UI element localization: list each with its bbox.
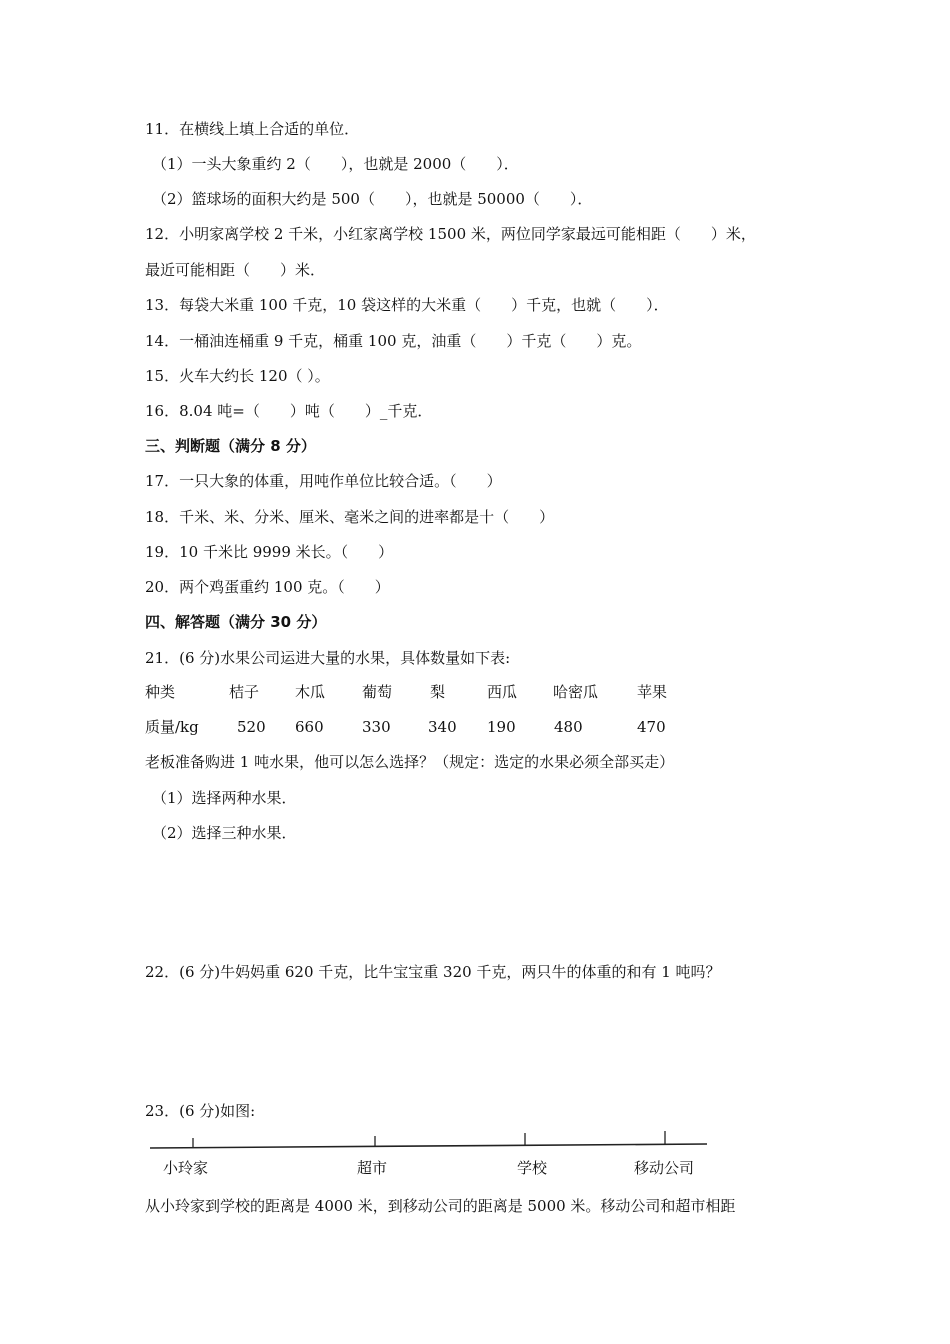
q11-title: 11．在横线上填上合适的单位． xyxy=(145,120,360,138)
q11-part1: （1）一头大象重约 2（ ），也就是 2000（ ）． xyxy=(152,155,519,173)
q12-line1: 12．小明家离学校 2 千米，小红家离学校 1500 米，两位同学家最远可能相距（ ）米， xyxy=(145,225,756,243)
fruit-table-header-cell: 梨 xyxy=(430,683,446,701)
fruit-table-value-cell: 470 xyxy=(637,718,666,736)
place-label-home: 小玲家 xyxy=(163,1159,209,1177)
q21-part1: （1）选择两种水果． xyxy=(152,789,297,807)
q23-title: 23．(6 分)如图: xyxy=(145,1102,256,1120)
fruit-table-header-cell: 苹果 xyxy=(637,683,668,701)
q20: 20．两个鸡蛋重约 100 克。（ ） xyxy=(145,578,390,596)
fruit-table-header-cell: 西瓜 xyxy=(487,683,518,701)
fruit-table-header-cell: 葡萄 xyxy=(362,683,393,701)
fruit-table-header-cell: 哈密瓜 xyxy=(553,683,599,701)
fruit-table-header-cell: 种类 xyxy=(145,683,176,701)
fruit-table-value-cell: 660 xyxy=(295,718,324,736)
fruit-table-value-cell: 340 xyxy=(428,718,457,736)
q21-title: 21．(6 分)水果公司运进大量的水果，具体数量如下表: xyxy=(145,649,511,667)
q19: 19．10 千米比 9999 米长。（ ） xyxy=(145,543,394,561)
route-line xyxy=(150,1144,707,1148)
q21-part2: （2）选择三种水果． xyxy=(152,824,297,842)
q17: 17．一只大象的体重，用吨作单位比较合适。（ ） xyxy=(145,472,502,490)
fruit-table-header-cell: 桔子 xyxy=(229,683,260,701)
q21-question: 老板准备购进 1 吨水果，他可以怎么选择？（规定：选定的水果必须全部买走） xyxy=(145,753,675,771)
fruit-table-value-cell: 520 xyxy=(237,718,266,736)
q18: 18．千米、米、分米、厘米、毫米之间的进率都是十（ ） xyxy=(145,508,555,526)
q16: 16．8.04 吨=（ ）吨（ ）_千克． xyxy=(145,402,433,420)
q12-line2: 最近可能相距（ ）米． xyxy=(145,261,326,279)
section-4-heading: 四、解答题（满分 30 分） xyxy=(145,613,327,631)
q11-part2: （2）篮球场的面积大约是 500（ ），也就是 50000（ ）． xyxy=(152,190,593,208)
fruit-table-value-cell: 190 xyxy=(487,718,516,736)
q22: 22．(6 分)牛妈妈重 620 千克，比牛宝宝重 320 千克，两只牛的体重的和有 1 吨吗？ xyxy=(145,963,721,981)
route-line-svg xyxy=(145,1125,715,1155)
q23-text: 从小玲家到学校的距离是 4000 米，到移动公司的距离是 5000 米。移动公司和超市相距 xyxy=(145,1197,736,1215)
fruit-table-value-cell: 质量/kg xyxy=(145,718,199,736)
fruit-table-value-cell: 480 xyxy=(554,718,583,736)
place-label-school: 学校 xyxy=(517,1159,548,1177)
q14: 14．一桶油连桶重 9 千克，桶重 100 克，油重（ ）千克（ ）克。 xyxy=(145,332,642,350)
section-3-heading: 三、判断题（满分 8 分） xyxy=(145,437,316,455)
route-diagram xyxy=(145,1125,715,1185)
q15: 15．火车大约长 120（ ）。 xyxy=(145,367,330,385)
fruit-table-value-cell: 330 xyxy=(362,718,391,736)
place-label-supermarket: 超市 xyxy=(357,1159,388,1177)
fruit-table-header-cell: 木瓜 xyxy=(295,683,326,701)
place-label-mobile-company: 移动公司 xyxy=(634,1159,695,1177)
q13: 13．每袋大米重 100 千克，10 袋这样的大米重（ ）千克，也就（ ）． xyxy=(145,296,669,314)
